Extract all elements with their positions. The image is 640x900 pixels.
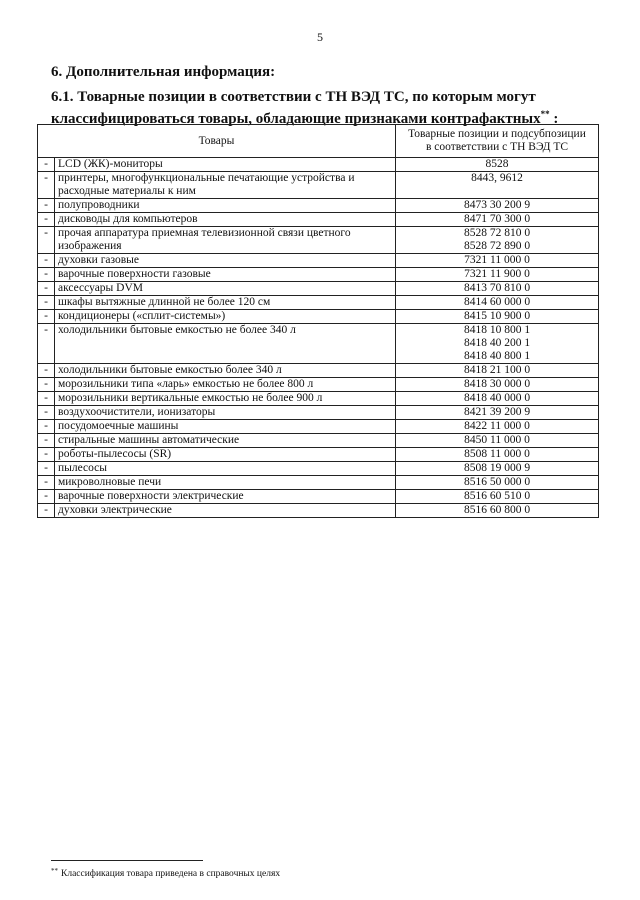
subsection-heading (51, 89, 587, 128)
goods-name-cell: пылесосы (55, 462, 396, 476)
goods-name-cell: воздухоочистители, ионизаторы (55, 406, 396, 420)
footnote-marker: ** (51, 867, 58, 875)
table-header-row (38, 125, 599, 158)
hs-code: 8418 21 100 0 (463, 364, 531, 376)
hs-code: 8473 30 200 9 (463, 199, 531, 211)
hs-code: 8471 70 300 0 (463, 213, 531, 225)
footnote-divider (51, 860, 203, 861)
row-bullet: - (38, 310, 55, 324)
hs-code-cell (396, 199, 599, 213)
hs-code-cell (396, 296, 599, 310)
row-bullet: - (38, 268, 55, 282)
hs-code-cell (396, 364, 599, 378)
footnote-marker: ** (540, 109, 550, 119)
goods-name-cell: посудомоечные машины (55, 420, 396, 434)
hs-code: 8418 10 800 1 (463, 324, 531, 336)
table-row (38, 268, 599, 282)
goods-name-cell: морозильники вертикальные емкостью не более 900 л (55, 392, 396, 406)
goods-name-cell: холодильники бытовые емкостью более 340 л (55, 364, 396, 378)
header-codes: Товарные позиции и подсубпозиции в соответствии с ТН ВЭД ТС (396, 125, 599, 158)
hs-code: 8508 19 000 9 (463, 462, 531, 474)
footnote (51, 867, 280, 879)
row-bullet: - (38, 213, 55, 227)
table-row (38, 434, 599, 448)
goods-name-cell: морозильники типа «ларь» емкостью не более 800 л (55, 378, 396, 392)
hs-code: 7321 11 000 0 (464, 254, 530, 266)
table-row (38, 420, 599, 434)
hs-code-cell (396, 392, 599, 406)
hs-code: 8443, 9612 (471, 172, 523, 184)
row-bullet: - (38, 434, 55, 448)
table-row (38, 227, 599, 254)
hs-code-cell (396, 490, 599, 504)
row-bullet: - (38, 378, 55, 392)
table-row (38, 199, 599, 213)
hs-code: 8508 11 000 0 (464, 448, 530, 460)
hs-code-cell (396, 324, 599, 364)
hs-code-cell (396, 434, 599, 448)
hs-code: 8516 60 510 0 (463, 490, 531, 502)
hs-code-cell (396, 462, 599, 476)
table-row (38, 462, 599, 476)
row-bullet: - (38, 172, 55, 199)
hs-code-cell (396, 406, 599, 420)
header-goods: Товары (38, 125, 396, 158)
goods-name-cell: стиральные машины автоматические (55, 434, 396, 448)
hs-code: 8418 40 000 0 (463, 392, 531, 404)
table-row (38, 158, 599, 172)
row-bullet: - (38, 296, 55, 310)
goods-name-cell: духовки газовые (55, 254, 396, 268)
hs-code-cell (396, 476, 599, 490)
page-number: 5 (317, 30, 323, 44)
row-bullet: - (38, 364, 55, 378)
hs-code-cell (396, 268, 599, 282)
hs-code: 8413 70 810 0 (463, 282, 531, 294)
goods-table (37, 124, 599, 518)
hs-code: 8421 39 200 9 (463, 406, 531, 418)
table-row (38, 172, 599, 199)
table-row (38, 213, 599, 227)
table-row (38, 490, 599, 504)
hs-code: 8516 50 000 0 (463, 476, 531, 488)
hs-code-cell (396, 378, 599, 392)
table-row (38, 406, 599, 420)
hs-code-cell (396, 172, 599, 199)
row-bullet: - (38, 406, 55, 420)
table-row (38, 378, 599, 392)
hs-code: 8528 (485, 158, 509, 170)
hs-code: 8414 60 000 0 (463, 296, 531, 308)
table-row (38, 448, 599, 462)
goods-name-cell: дисководы для компьютеров (55, 213, 396, 227)
table-row (38, 296, 599, 310)
row-bullet: - (38, 199, 55, 213)
table-body (38, 158, 599, 518)
hs-code: 8418 40 800 1 (463, 350, 531, 362)
row-bullet: - (38, 420, 55, 434)
goods-name-cell: микроволновые печи (55, 476, 396, 490)
hs-code-cell (396, 310, 599, 324)
hs-code-cell (396, 420, 599, 434)
row-bullet: - (38, 448, 55, 462)
footnote-text: Классификация товара приведена в справочных целях (61, 869, 281, 879)
row-bullet: - (38, 227, 55, 254)
row-bullet: - (38, 254, 55, 268)
table-row (38, 476, 599, 490)
table-row (38, 310, 599, 324)
goods-name-cell: роботы-пылесосы (SR) (55, 448, 396, 462)
hs-code-cell (396, 227, 599, 254)
goods-name-cell: полупроводники (55, 199, 396, 213)
row-bullet: - (38, 324, 55, 364)
hs-code: 8450 11 000 0 (464, 434, 530, 446)
row-bullet: - (38, 490, 55, 504)
goods-name-cell: варочные поверхности газовые (55, 268, 396, 282)
hs-code: 7321 11 900 0 (464, 268, 530, 280)
subsection-line-2: классифицироваться товары, обладающие признаками контрафактных** : (51, 109, 559, 127)
hs-code: 8418 30 000 0 (463, 378, 531, 390)
table-row (38, 364, 599, 378)
goods-name-cell: кондиционеры («сплит-системы») (55, 310, 396, 324)
table-row (38, 282, 599, 296)
hs-code-cell (396, 448, 599, 462)
hs-code-cell (396, 213, 599, 227)
subsection-line-1: 6.1. Товарные позиции в соответствии с ТН ВЭД ТС, по которым могут (51, 89, 536, 105)
hs-code-cell (396, 504, 599, 518)
goods-name-cell: прочая аппаратура приемная телевизионной связи цветного изображения (55, 227, 396, 254)
goods-name-cell: принтеры, многофункциональные печатающие устройства и расходные материалы к ним (55, 172, 396, 199)
goods-name-cell: аксессуары DVM (55, 282, 396, 296)
row-bullet: - (38, 392, 55, 406)
table-row (38, 254, 599, 268)
row-bullet: - (38, 476, 55, 490)
row-bullet: - (38, 158, 55, 172)
row-bullet: - (38, 462, 55, 476)
hs-code: 8415 10 900 0 (463, 310, 531, 322)
table-row (38, 324, 599, 364)
row-bullet: - (38, 504, 55, 518)
goods-name-cell: шкафы вытяжные длинной не более 120 см (55, 296, 396, 310)
hs-code-cell (396, 254, 599, 268)
hs-code: 8528 72 890 0 (463, 240, 531, 252)
hs-code-cell (396, 282, 599, 296)
hs-code-cell (396, 158, 599, 172)
table-row (38, 392, 599, 406)
hs-code: 8418 40 200 1 (463, 337, 531, 349)
table-row (38, 504, 599, 518)
goods-name-cell: холодильники бытовые емкостью не более 340 л (55, 324, 396, 364)
goods-name-cell: варочные поверхности электрические (55, 490, 396, 504)
hs-code: 8516 60 800 0 (463, 504, 531, 516)
hs-code: 8528 72 810 0 (463, 227, 531, 239)
goods-name-cell: LCD (ЖК)-мониторы (55, 158, 396, 172)
section-heading: 6. Дополнительная информация: (51, 64, 276, 80)
row-bullet: - (38, 282, 55, 296)
hs-code: 8422 11 000 0 (464, 420, 530, 432)
goods-name-cell: духовки электрические (55, 504, 396, 518)
